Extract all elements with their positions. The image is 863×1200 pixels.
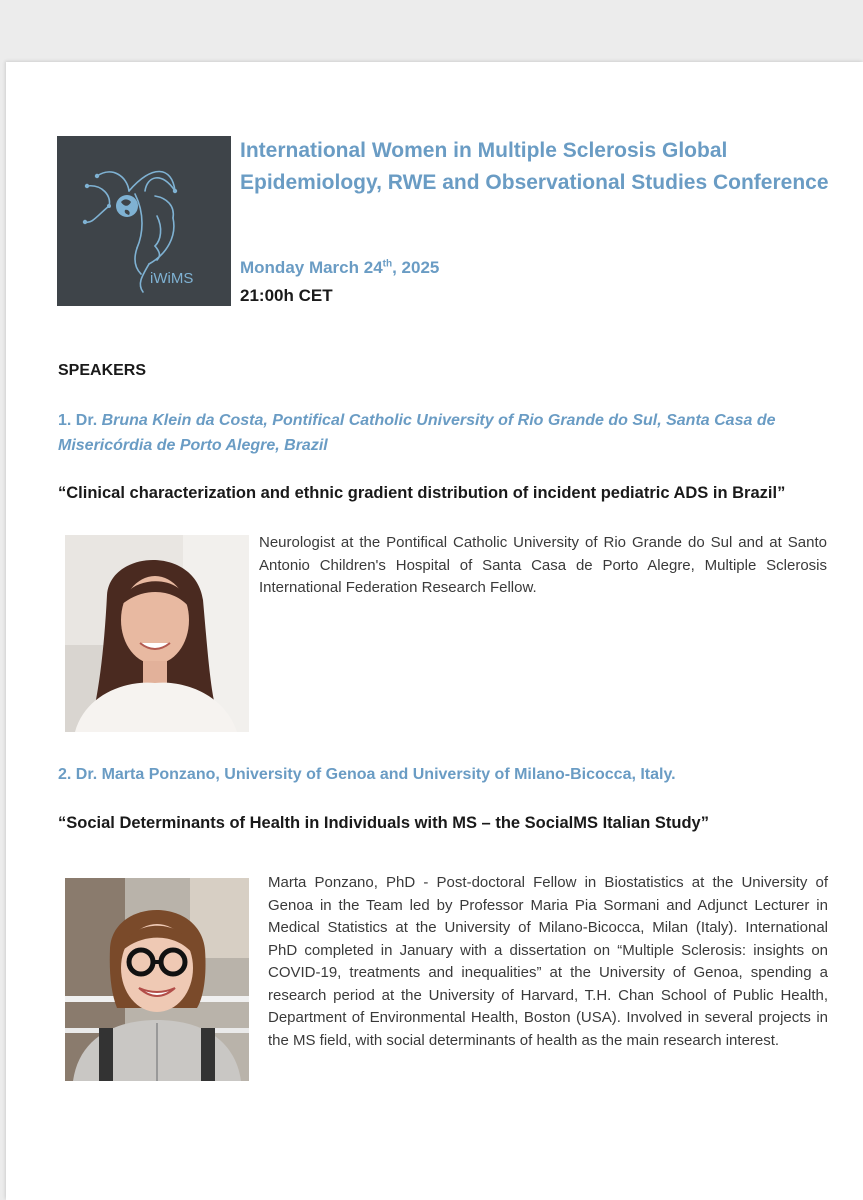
speaker-2-talk-title: “Social Determinants of Health in Individuals with MS – the SocialMS Italian Study”	[58, 814, 709, 832]
speaker-1-photo	[65, 535, 249, 732]
date-main: Monday March 24	[240, 258, 383, 277]
speakers-heading: SPEAKERS	[58, 362, 147, 379]
date-ordinal: th	[382, 258, 393, 270]
date-year: , 2025	[392, 258, 440, 277]
speaker-2-bio: Marta Ponzano, PhD - Post-doctoral Fellow in Biostatistics at the University of Genoa in the Team led by Professor Maria Pia Sormani and Adjunct Lecturer in Medical Statistics at the University of Milano-Bicocca, Milan (Italy). International PhD completed in January with a dissertation on “Multiple Sclerosis: insights on COVID-19, treatments and inequalities” at the University of Genoa, spending a research period at the University of Harvard, T.H. Chan School of Public Health, Department of Environmental Health, Boston (USA). Involved in several projects in the MS field, with social determinants of health as the main research interest.	[268, 874, 828, 1049]
speaker-2-photo	[65, 878, 249, 1081]
document-page	[6, 62, 863, 1200]
logo-wordmark: iWiMS	[150, 270, 194, 287]
speaker-1-bio: Neurologist at the Pontifical Catholic University of Rio Grande do Sul and at Santo Antonio Children's Hospital of Santa Casa de Porto Alegre, Multiple Sclerosis International Federation Research Fellow.	[259, 534, 827, 596]
speaker-2-portrait-icon	[65, 878, 249, 1081]
speaker-2-prefix: 2. Dr.	[58, 766, 102, 783]
speaker-1-affiliation: Bruna Klein da Costa, Pontifical Catholic University of Rio Grande do Sul, Santa Casa de Misericórdia de Porto Alegre, Brazil	[58, 412, 776, 454]
conference-time: 21:00h CET	[240, 286, 333, 305]
speaker-1-portrait-icon	[65, 535, 249, 732]
speaker-2-affiliation: Marta Ponzano, University of Genoa and University of Milano-Bicocca, Italy.	[101, 766, 676, 783]
speaker-2-name	[58, 762, 833, 787]
speaker-1-prefix: 1. Dr.	[58, 412, 102, 429]
conference-date	[240, 258, 439, 278]
conference-title: International Women in Multiple Sclerosis Global Epidemiology, RWE and Observational Studies Conference	[240, 139, 829, 194]
brain-globe-logo-icon	[57, 136, 231, 306]
iwims-logo	[57, 136, 231, 306]
speaker-1-talk-title: “Clinical characterization and ethnic gradient distribution of incident pediatric ADS in Brazil”	[58, 484, 786, 502]
speaker-1-name	[58, 408, 833, 458]
